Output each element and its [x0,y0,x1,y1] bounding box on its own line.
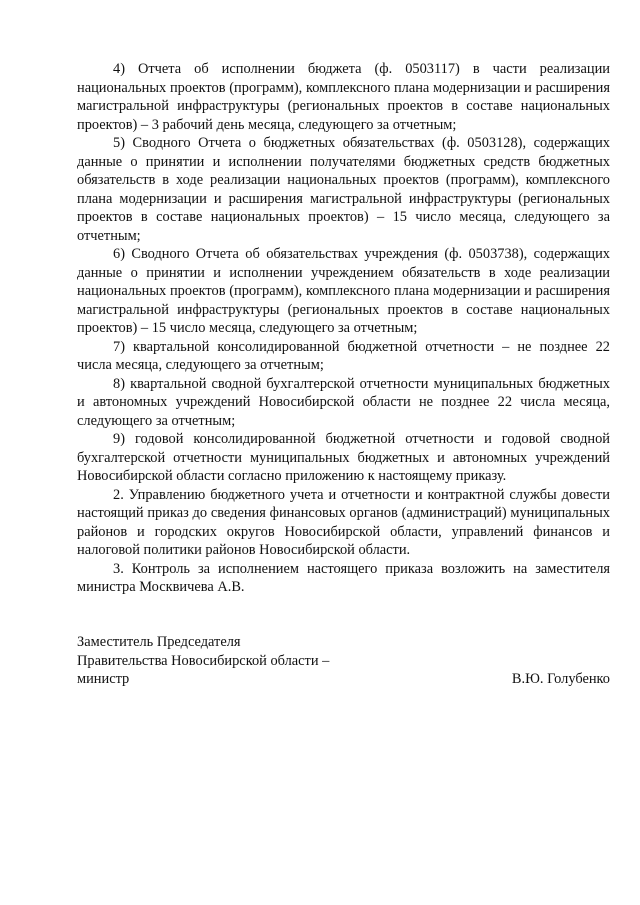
paragraph-item-5: 5) Сводного Отчета о бюджетных обязательствах (ф. 0503128), содержащих данные о принятии и исполнении получателями бюджетных средств бюджетных обязательств в ходе реализации национальных проектов (программ), комплексного плана модернизации и расширения магистральной инфраструктуры (региональных проектов в составе национальных проектов) – 15 число месяца, следующего за отчетным; [77,135,610,244]
signature-block [77,633,610,689]
signatory-title-line-2: Правительства Новосибирской области – [77,652,330,669]
signatory-title-line-1: Заместитель Председателя [77,634,241,650]
document-body [77,60,610,597]
signatory-title-line-3: министр [77,671,130,687]
paragraph-section-2: 2. Управлению бюджетного учета и отчетности и контрактной службы довести настоящий приказ до сведения финансовых органов (администраций) муниципальных районов и городских округов Новосибирской области, управлений финансов и налоговой политики районов Новосибирской области. [77,486,610,558]
paragraph-item-6: 6) Сводного Отчета об обязательствах учреждения (ф. 0503738), содержащих данные о принятии и исполнении учреждением обязательств в ходе реализации национальных проектов (программ), комплексного плана модернизации и расширения магистральной инфраструктуры (региональных проектов в составе национальных проектов) – 15 число месяца, следующего за отчетным; [77,246,610,336]
paragraph-item-7: 7) квартальной консолидированной бюджетной отчетности – не позднее 22 числа месяца, следующего за отчетным; [77,338,610,373]
paragraph-item-4: 4) Отчета об исполнении бюджета (ф. 0503117) в части реализации национальных проектов (программ), комплексного плана модернизации и расширения магистральной инфраструктуры (региональных проектов в составе национальных проектов) – 3 рабочий день месяца, следующего за отчетным; [77,61,610,133]
paragraph-item-9: 9) годовой консолидированной бюджетной отчетности и годовой сводной бухгалтерской отчетности муниципальных бюджетных и автономных учреждений Новосибирской области согласно приложению к настоящему приказу. [77,431,610,484]
signatory-final-line [77,670,610,689]
paragraph-section-3: 3. Контроль за исполнением настоящего приказа возложить на заместителя министра Москвичева А.В. [77,560,610,595]
signatory-name: В.Ю. Голубенко [511,671,610,687]
paragraph-item-8: 8) квартальной сводной бухгалтерской отчетности муниципальных бюджетных и автономных учреждений Новосибирской области не позднее 22 числа месяца, следующего за отчетным; [77,375,610,429]
